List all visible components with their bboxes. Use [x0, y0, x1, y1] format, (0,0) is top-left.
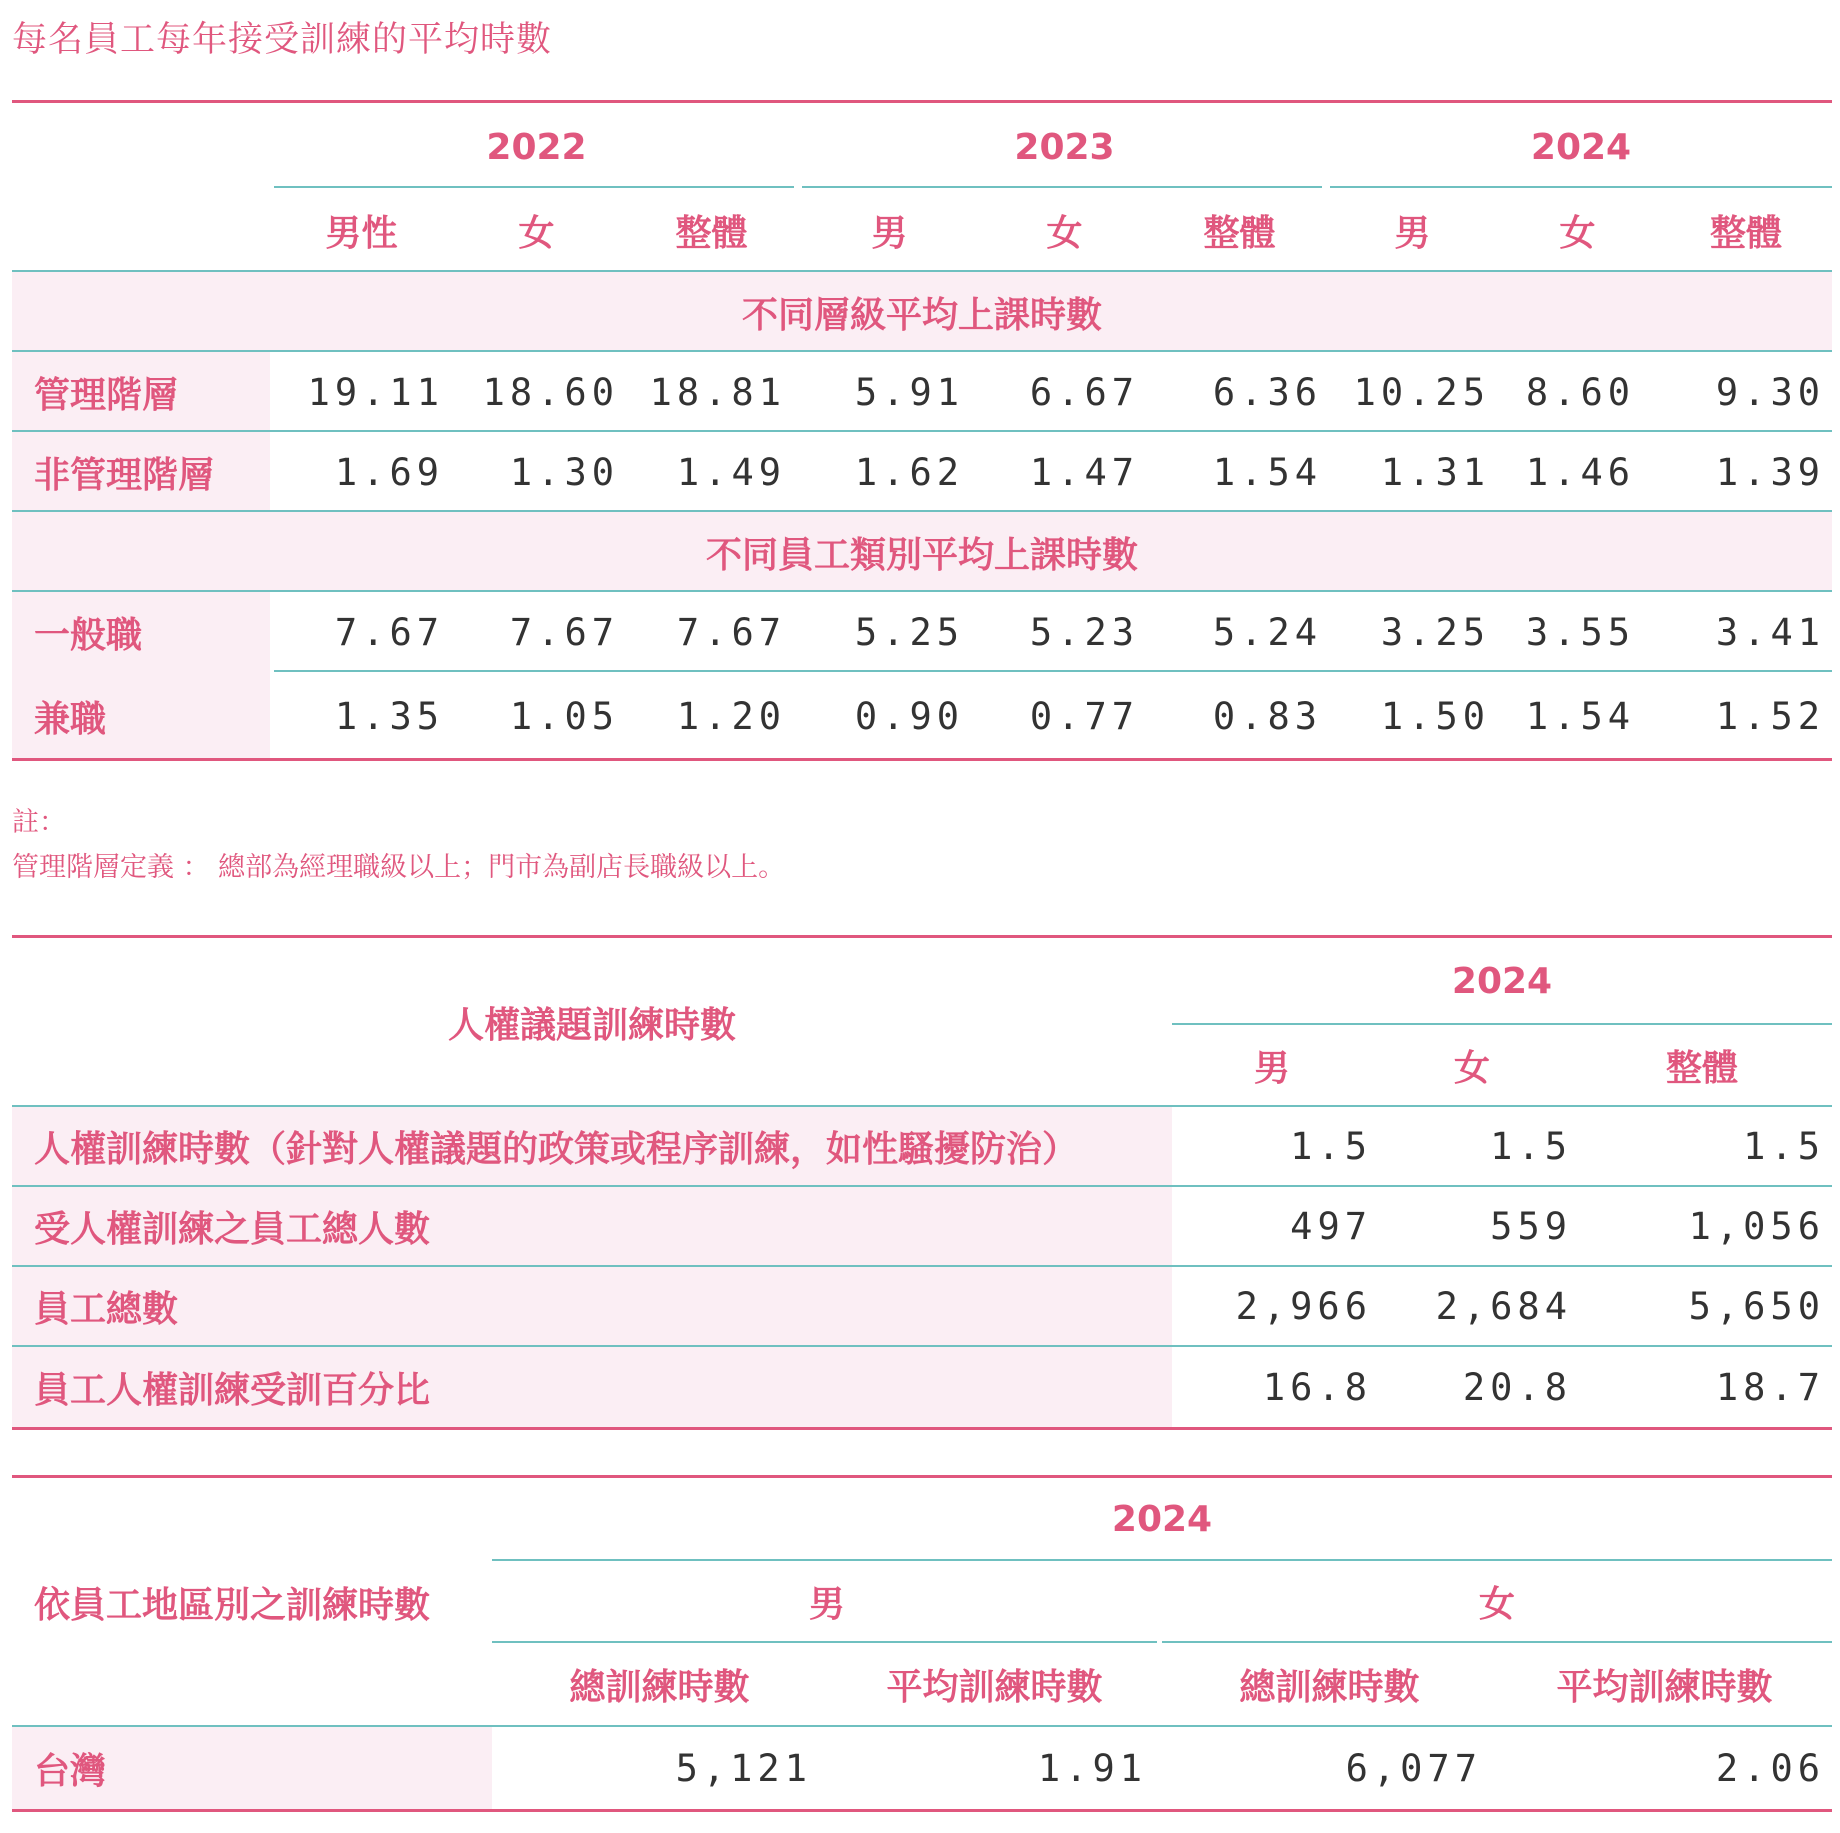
table-cell: 16.8 — [1262, 1365, 1372, 1409]
row-label: 管理階層 — [34, 374, 179, 416]
table-cell: 5,121 — [675, 1746, 812, 1790]
table-cell: 10.25 — [1353, 370, 1490, 414]
year-header: 2022 — [486, 126, 587, 168]
table-cell: 559 — [1490, 1204, 1572, 1248]
column-header: 整體 — [675, 212, 748, 254]
table-cell: 3.41 — [1715, 610, 1825, 654]
top-rule — [12, 935, 1832, 938]
table-cell: 7.67 — [334, 610, 444, 654]
table-cell: 5.25 — [854, 610, 964, 654]
table-cell: 1.46 — [1525, 450, 1635, 494]
table-cell: 9.30 — [1715, 370, 1825, 414]
row-label: 台灣 — [34, 1750, 107, 1792]
table-cell: 2.06 — [1715, 1746, 1825, 1790]
year-header: 2024 — [1530, 126, 1632, 168]
column-header: 女 — [1046, 212, 1083, 254]
table-cell: 6.67 — [1029, 370, 1139, 414]
table-cell: 497 — [1290, 1204, 1372, 1248]
table-cell: 8.60 — [1525, 370, 1635, 414]
table-cell: 1.39 — [1715, 450, 1825, 494]
section-title: 不同員工類別平均上課時數 — [705, 534, 1138, 576]
note-label: 註： — [12, 807, 66, 838]
year-header: 2024 — [1111, 1498, 1213, 1540]
top-rule — [12, 100, 1832, 103]
table-cell: 1.30 — [509, 450, 619, 494]
table-cell: 1.05 — [509, 694, 619, 738]
gender-header: 男 — [808, 1583, 845, 1625]
table-cell: 1.35 — [334, 694, 444, 738]
table-cell: 2,684 — [1435, 1284, 1572, 1328]
table-cell: 1.5 — [1743, 1124, 1825, 1168]
column-header: 女 — [1453, 1047, 1490, 1089]
column-header: 整體 — [1665, 1047, 1738, 1089]
table-cell: 1.50 — [1380, 694, 1490, 738]
top-rule — [12, 1475, 1832, 1478]
table-cell: 1.69 — [334, 450, 444, 494]
table-cell: 3.25 — [1380, 610, 1490, 654]
column-header: 總訓練時數 — [569, 1666, 750, 1708]
year-underline — [274, 186, 794, 188]
table-cell: 1.62 — [854, 450, 964, 494]
table-cell: 5,650 — [1688, 1284, 1825, 1328]
column-header: 整體 — [1709, 212, 1782, 254]
column-header: 女 — [518, 212, 555, 254]
table-cell: 0.83 — [1212, 694, 1322, 738]
column-header: 男 — [1394, 212, 1431, 254]
row-label: 一般職 — [34, 614, 143, 656]
row-divider — [274, 670, 1832, 672]
row-label: 兼職 — [34, 698, 107, 740]
page-title: 每名員工每年接受訓練的平均時數 — [12, 20, 553, 60]
table-cell: 18.60 — [482, 370, 619, 414]
table-cell: 18.81 — [649, 370, 786, 414]
table-cell: 1.5 — [1490, 1124, 1572, 1168]
table-cell: 20.8 — [1462, 1365, 1572, 1409]
column-header: 男 — [871, 212, 908, 254]
year-underline — [802, 186, 1322, 188]
bottom-rule — [12, 1809, 1832, 1812]
row-label: 員工人權訓練受訓百分比 — [34, 1369, 431, 1411]
table-cell: 5.23 — [1029, 610, 1139, 654]
gender-header: 女 — [1478, 1583, 1515, 1625]
table-cell: 1.54 — [1525, 694, 1635, 738]
row-label: 受人權訓練之員工總人數 — [34, 1208, 431, 1250]
table-cell: 18.7 — [1715, 1365, 1825, 1409]
row-label: 員工總數 — [34, 1288, 179, 1330]
year-underline — [1330, 186, 1832, 188]
year-header: 2024 — [1451, 960, 1553, 1002]
column-header: 平均訓練時數 — [886, 1666, 1103, 1708]
table-cell: 1.20 — [676, 694, 786, 738]
bottom-rule — [12, 1427, 1832, 1430]
table-title: 依員工地區別之訓練時數 — [34, 1584, 431, 1626]
table-cell: 1.91 — [1037, 1746, 1147, 1790]
table-cell: 7.67 — [509, 610, 619, 654]
column-header: 男性 — [325, 212, 398, 254]
row-label: 非管理階層 — [34, 454, 215, 496]
column-header: 總訓練時數 — [1239, 1666, 1420, 1708]
column-header: 男 — [1253, 1047, 1290, 1089]
table-cell: 19.11 — [307, 370, 444, 414]
human-rights-training-table — [12, 935, 1832, 1431]
table-cell: 6,077 — [1345, 1746, 1482, 1790]
table-cell: 1.47 — [1029, 450, 1139, 494]
table-cell: 1.49 — [676, 450, 786, 494]
section-title: 不同層級平均上課時數 — [741, 294, 1102, 336]
table-cell: 5.24 — [1212, 610, 1322, 654]
table-cell: 0.90 — [854, 694, 964, 738]
bottom-rule — [12, 758, 1832, 761]
column-header: 整體 — [1203, 212, 1276, 254]
table-cell: 7.67 — [676, 610, 786, 654]
table-cell: 1.31 — [1380, 450, 1490, 494]
column-header: 女 — [1559, 212, 1596, 254]
column-header: 平均訓練時數 — [1556, 1666, 1773, 1708]
table-cell: 1.54 — [1212, 450, 1322, 494]
table-cell: 1.5 — [1290, 1124, 1372, 1168]
row-label: 人權訓練時數（針對人權議題的政策或程序訓練，如性騷擾防治） — [34, 1128, 1079, 1170]
table-title: 人權議題訓練時數 — [447, 1004, 736, 1046]
table-cell: 3.55 — [1525, 610, 1635, 654]
training-hours-table — [12, 100, 1832, 762]
note-text: 管理階層定義 ： 總部為經理職級以上；門市為副店長職級以上。 — [12, 852, 786, 883]
table-cell: 0.77 — [1029, 694, 1139, 738]
table-cell: 1.52 — [1715, 694, 1825, 738]
table-cell: 2,966 — [1235, 1284, 1372, 1328]
table-cell: 1,056 — [1688, 1204, 1825, 1248]
year-header: 2023 — [1014, 126, 1115, 168]
regional-training-table — [12, 1475, 1832, 1815]
table-cell: 6.36 — [1212, 370, 1322, 414]
table-cell: 5.91 — [854, 370, 964, 414]
